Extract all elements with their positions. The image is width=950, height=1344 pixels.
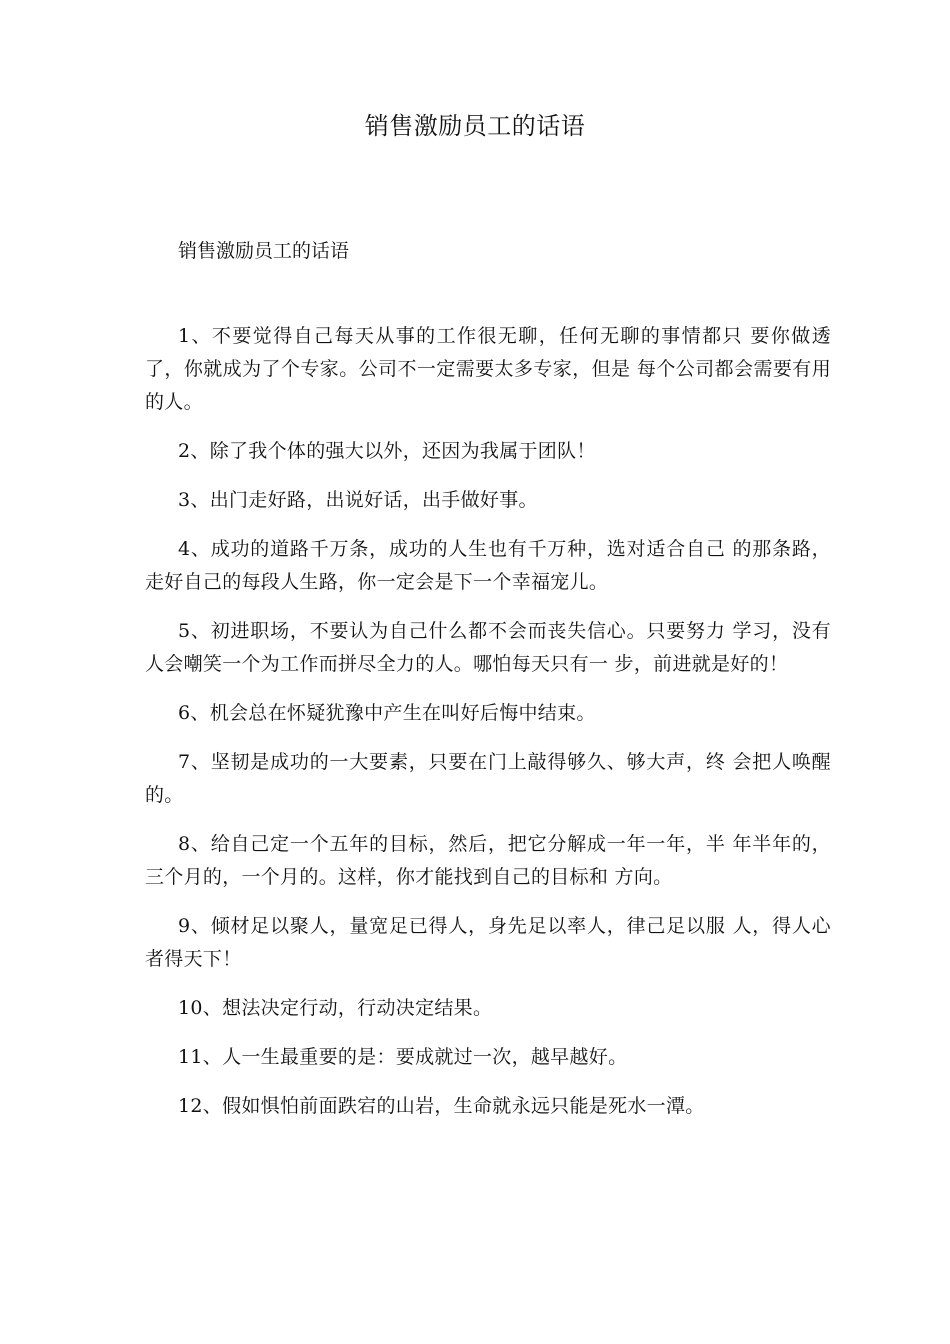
paragraph: 1、不要觉得自己每天从事的工作很无聊，任何无聊的事情都只 要你做透了，你就成为了个专家。公司不一定需要太多专家，但是 每个公司都会需要有用的人。 <box>145 325 831 413</box>
paragraph: 3、出门走好路，出说好话，出手做好事。 <box>178 489 538 511</box>
paragraph: 4、成功的道路千万条，成功的人生也有千万种，选对适合自己 的那条路，走好自己的每段人生路，你一定会是下一个幸福宠儿。 <box>145 538 831 593</box>
paragraph: 11、人一生最重要的是：要成就过一次，越早越好。 <box>178 1046 628 1068</box>
paragraph: 2、除了我个体的强大以外，还因为我属于团队！ <box>178 440 596 462</box>
paragraph: 10、想法决定行动，行动决定结果。 <box>178 997 493 1019</box>
paragraph: 12、假如惧怕前面跌宕的山岩，生命就永远只能是死水一潭。 <box>178 1095 705 1117</box>
paragraph: 8、给自己定一个五年的目标，然后，把它分解成一年一年，半 年半年的，三个月的，一个月的。这样，你才能找到自己的目标和 方向。 <box>145 833 831 888</box>
page-title: 销售激励员工的话语 <box>364 112 586 140</box>
paragraph: 6、机会总在怀疑犹豫中产生在叫好后悔中结束。 <box>178 702 596 724</box>
paragraph: 5、初进职场，不要认为自己什么都不会而丧失信心。只要努力 学习，没有人会嘲笑一个为工作而拼尽全力的人。哪怕每天只有一 步，前进就是好的！ <box>145 620 831 675</box>
document-body <box>145 320 831 1139</box>
paragraph: 9、倾材足以聚人，量宽足已得人，身先足以率人，律己足以服 人，得人心者得天下！ <box>145 915 831 970</box>
subtitle: 销售激励员工的话语 <box>178 240 350 262</box>
paragraph: 7、坚韧是成功的一大要素，只要在门上敲得够久、够大声，终 会把人唤醒的。 <box>145 751 831 806</box>
